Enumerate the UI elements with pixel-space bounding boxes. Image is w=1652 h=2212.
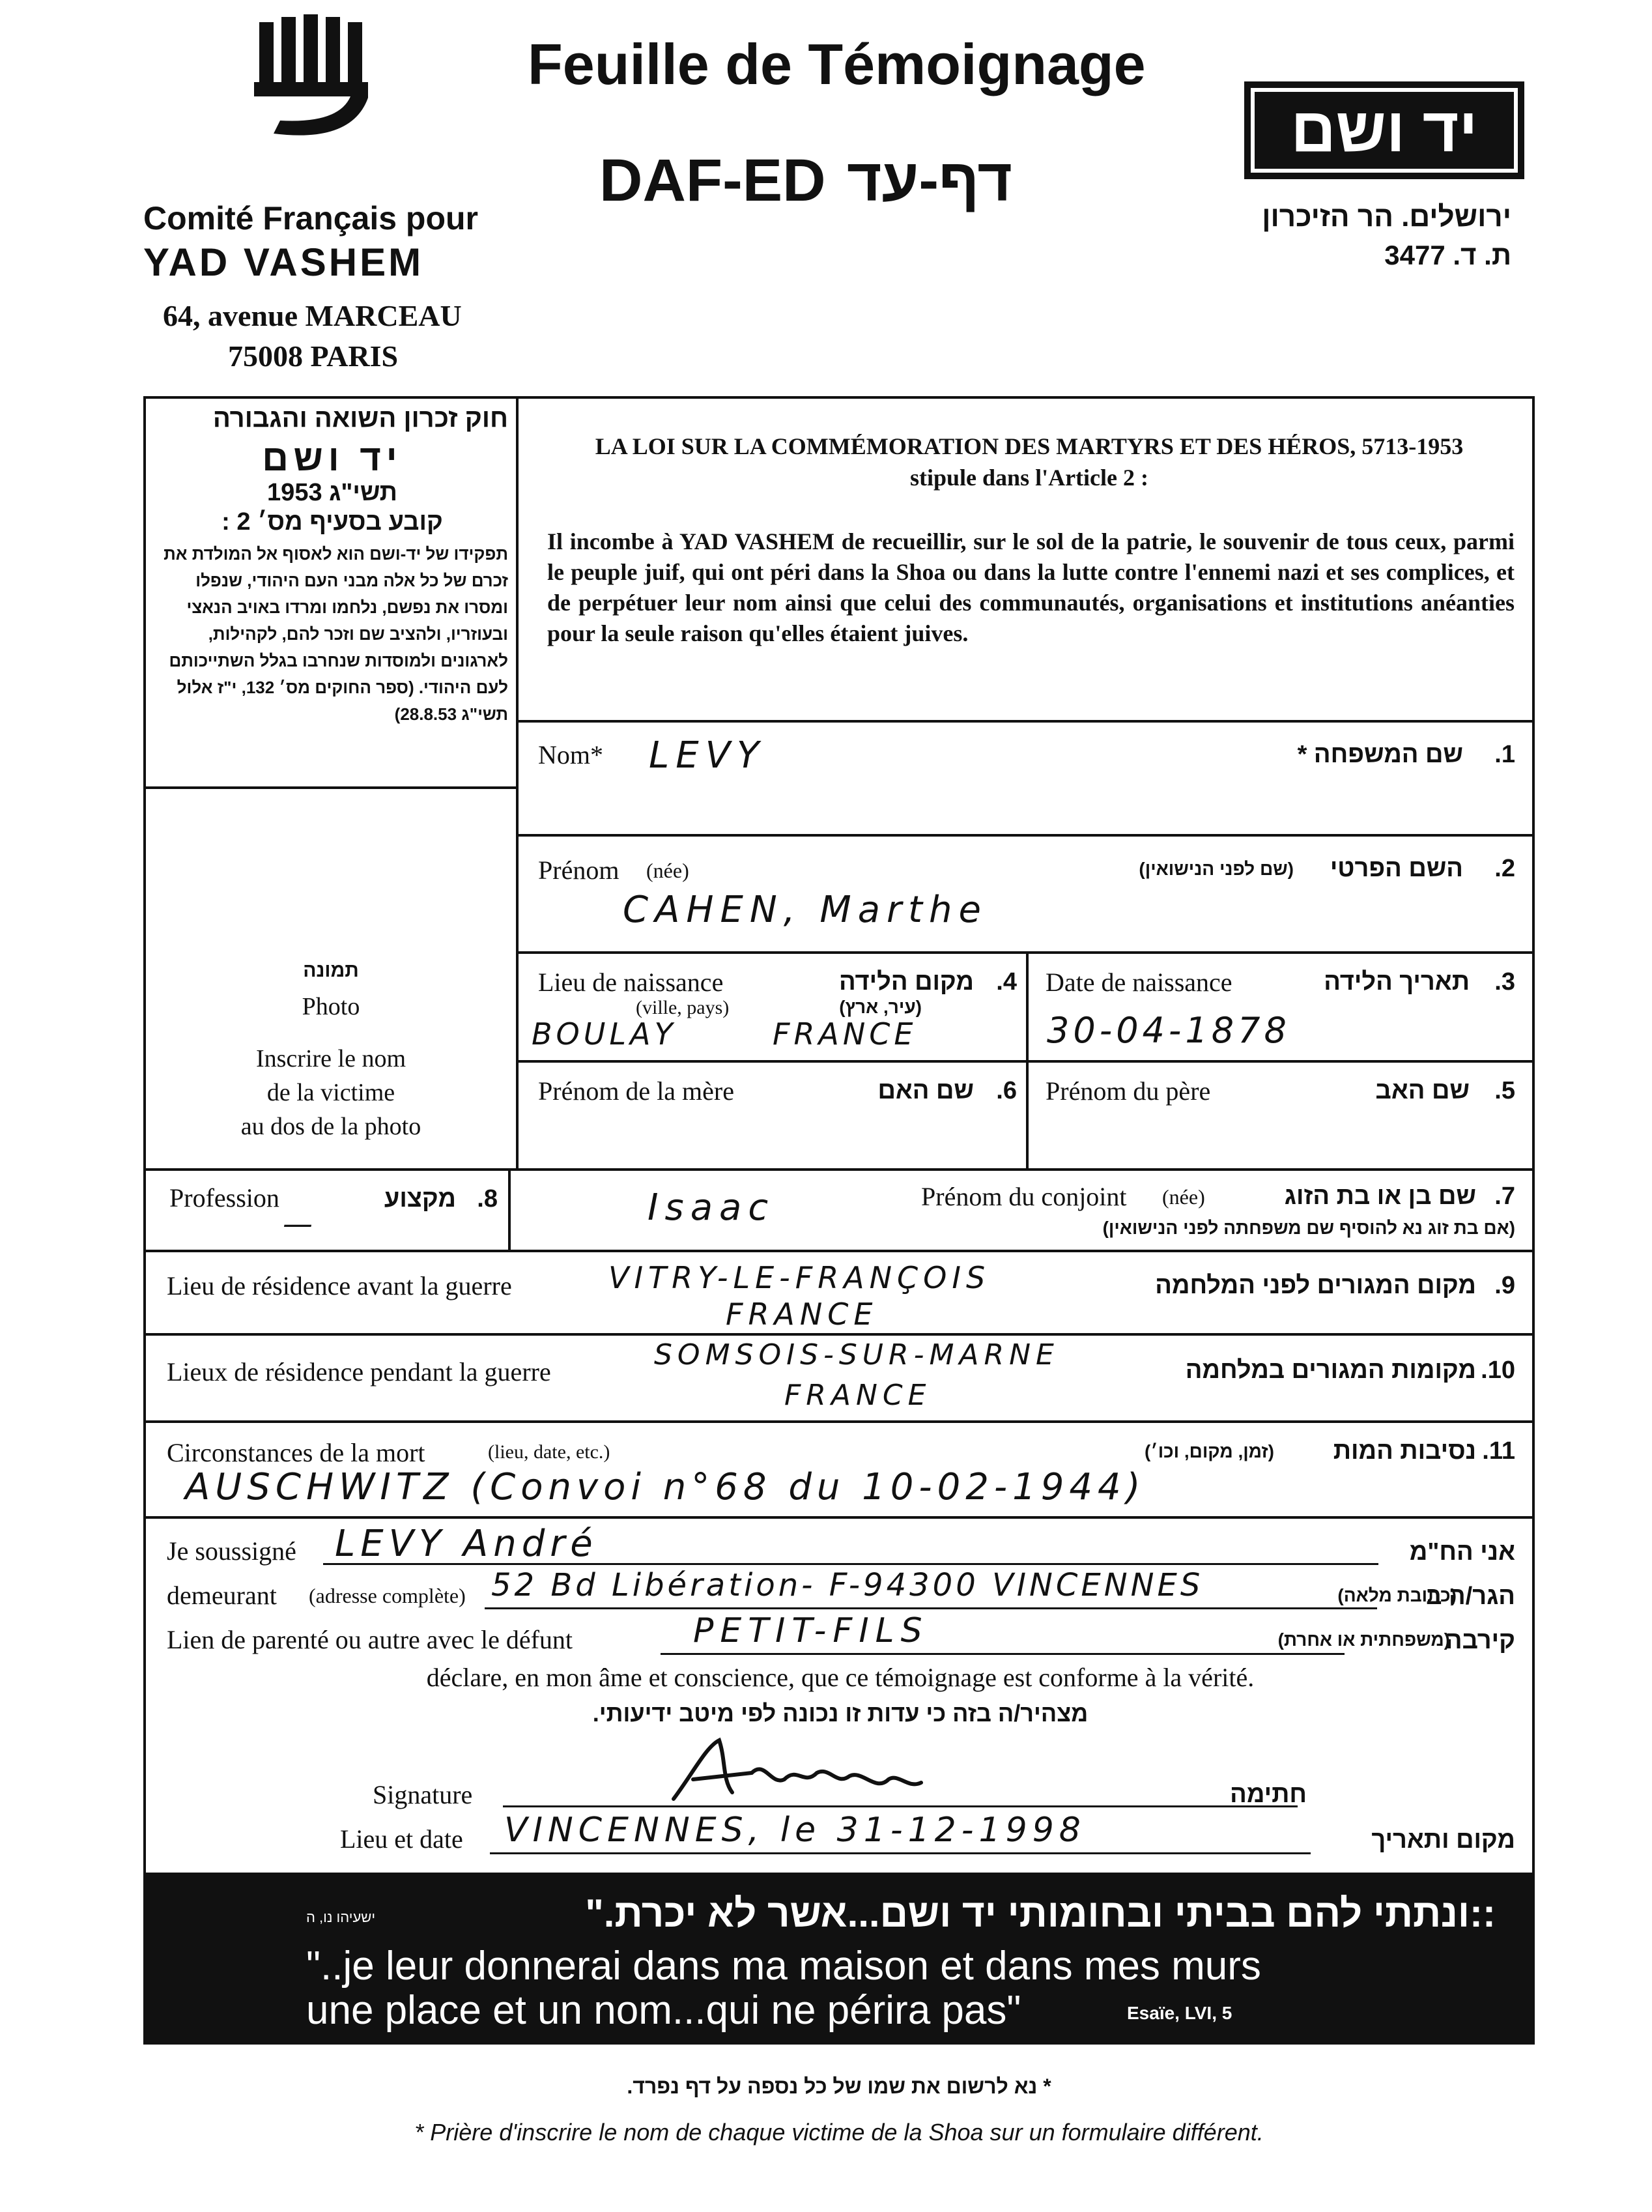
circonstances-label-small: (lieu, date, etc.): [488, 1441, 610, 1463]
law-fr-title: LA LOI SUR LA COMMÉMORATION DES MARTYRS ET DES HÉROS, 5713-1953: [595, 433, 1464, 459]
prenom-pere-heb: שם האב: [1375, 1077, 1470, 1104]
circonstances-value: AUSCHWITZ (Convoi n°68 du 10-02-1944): [185, 1466, 1146, 1508]
lieu-date-value[interactable]: VINCENNES, le 31-12-1998: [504, 1811, 1086, 1850]
field-profession[interactable]: [146, 1171, 508, 1250]
prenom-mere-num: .6: [996, 1077, 1017, 1104]
lien-value[interactable]: PETIT-FILS: [693, 1611, 929, 1650]
lieu-naissance-label: Lieu de naissance: [538, 968, 724, 997]
soussigne-label: Je soussigné: [167, 1536, 296, 1566]
field-residence-avant[interactable]: [146, 1252, 1535, 1333]
lieu-naissance-heb-sub: (עיר, ארץ): [839, 997, 922, 1017]
lien-heb-small: (משפחתית או אחרת): [1277, 1630, 1450, 1650]
profession-heb: מקצוע: [384, 1185, 456, 1213]
prenom-mere-heb: שם האם: [877, 1077, 974, 1104]
law-heb-title: חוק זכרון השואה והגבורה: [212, 404, 508, 433]
photo-instr1: Inscrire le nom: [255, 1045, 406, 1072]
banner-heb-quote: ::ונתתי להם בביתי ובחומותי יד ושם...אשר לא יכרת.": [585, 1891, 1496, 1935]
field-nom[interactable]: [519, 723, 1535, 834]
residence-pendant-label: Lieux de résidence pendant la guerre: [167, 1357, 551, 1386]
signature-heb: חתימה: [1230, 1781, 1307, 1808]
conjoint-heb: שם בן או בת הזוג: [1284, 1183, 1476, 1210]
footer-fr-note: * Prière d'inscrire le nom de chaque victime de la Shoa sur un formulaire différent.: [414, 2119, 1264, 2146]
handwritten-signature: [654, 1734, 928, 1812]
banner-fr-line2: une place et un nom...qui ne périra pas": [306, 1988, 1021, 2033]
date-naissance-heb: תאריך הלידה: [1324, 968, 1470, 996]
prenom-pere-label: Prénom du père: [1046, 1076, 1211, 1106]
lien-heb: קירבה: [1445, 1627, 1515, 1654]
nom-heb: שם המשפחה *: [1297, 741, 1463, 768]
residence-avant-value1: VITRY-LE-FRANÇOIS: [608, 1260, 991, 1295]
prenom-heb: השם הפרטי: [1330, 855, 1463, 882]
lieu-naissance-heb: מקום הלידה: [839, 968, 974, 996]
residence-pendant-value2: FRANCE: [784, 1379, 932, 1412]
lien-label: Lien de parenté ou autre avec le défunt: [167, 1625, 573, 1654]
lieu-naissance-num: .4: [996, 968, 1017, 996]
field-circonstances[interactable]: [146, 1423, 1535, 1516]
address-line1: 64, avenue MARCEAU: [163, 299, 462, 332]
photo-instr2: de la victime: [266, 1079, 395, 1106]
yad-vashem-menorah-logo: [248, 13, 378, 143]
signature-label: Signature: [373, 1780, 473, 1809]
banner-fr-ref: Esaïe, LVI, 5: [1127, 2003, 1232, 2023]
banner-heb-ref: ישעיהו נו, ה: [306, 1909, 376, 1925]
lieu-naissance-city: BOULAY: [532, 1016, 677, 1052]
conjoint-num: .7: [1494, 1183, 1515, 1210]
footer-heb-note: * נא לרשום את שמו של כל נספה על דף נפרד.: [627, 2075, 1051, 2098]
residence-pendant-heb: מקומות המגורים במלחמה: [1185, 1357, 1476, 1384]
circonstances-heb: נסיבות המות: [1333, 1437, 1476, 1465]
photo-instr3: au dos de la photo: [240, 1113, 421, 1140]
quote-banner: [143, 1875, 1535, 2045]
field-prenom-pere[interactable]: [1029, 1063, 1535, 1168]
conjoint-label-small: (née): [1162, 1185, 1205, 1209]
photo-heb: תמונה: [303, 960, 359, 981]
declare-fr: déclare, en mon âme et conscience, que ce témoignage est conforme à la vérité.: [426, 1663, 1255, 1692]
residence-avant-label: Lieu de résidence avant la guerre: [167, 1271, 512, 1300]
conjoint-label: Prénom du conjoint: [921, 1182, 1127, 1211]
residence-pendant-num: .10: [1481, 1357, 1515, 1384]
org-line2: YAD VASHEM: [143, 240, 424, 284]
hebrew-address: ירושלים. הר הזיכרון: [1262, 201, 1511, 233]
prenom-label: Prénom: [538, 855, 620, 885]
residence-avant-num: .9: [1494, 1272, 1515, 1299]
prenom-heb-small: (שם לפני הנישואין): [1139, 859, 1294, 879]
soussigne-heb: אני הח"מ: [1409, 1538, 1515, 1566]
prenom-label-small: (née): [646, 859, 689, 882]
profession-num: .8: [477, 1185, 498, 1213]
law-fr-subtitle: stipule dans l'Article 2 :: [910, 465, 1148, 491]
subtitle-hebrew: דף-עד: [847, 147, 1012, 214]
photo-label: Photo: [302, 993, 360, 1020]
subtitle-latin: DAF-ED: [599, 147, 826, 214]
prenom-mere-label: Prénom de la mère: [538, 1076, 734, 1106]
circonstances-label: Circonstances de la mort: [167, 1438, 425, 1467]
law-heb-year: תשי"ג 1953: [267, 479, 397, 506]
yad-vashem-hebrew-logo: [1244, 81, 1524, 179]
residence-pendant-value1: SOMSOIS-SUR-MARNE: [654, 1338, 1059, 1372]
date-naissance-num: .3: [1494, 968, 1515, 996]
field-prenom-mere[interactable]: [519, 1063, 1026, 1168]
hebrew-po-box: ת. ד. 3477: [1384, 240, 1511, 270]
prenom-value: CAHEN, Marthe: [623, 889, 988, 931]
lieu-date-heb: מקום ותאריך: [1371, 1826, 1515, 1854]
address-line2: 75008 PARIS: [228, 339, 399, 373]
law-heb-name: יד ושם: [262, 437, 403, 478]
circonstances-heb-small: (זמן, מקום, וכו׳): [1145, 1441, 1274, 1461]
conjoint-value: Isaac: [648, 1186, 775, 1229]
nom-value: LEVY: [649, 734, 766, 777]
prenom-num: .2: [1494, 855, 1515, 882]
nom-label: Nom*: [538, 740, 603, 769]
demeurant-heb-small: (כתובת מלאה): [1337, 1585, 1457, 1605]
field-lieu-naissance[interactable]: [519, 954, 1026, 1060]
demeurant-label: demeurant: [167, 1581, 277, 1610]
lieu-naissance-country: FRANCE: [773, 1016, 917, 1052]
nom-num: .1: [1494, 741, 1515, 768]
profession-value: —: [283, 1206, 319, 1241]
org-line1: Comité Français pour: [143, 200, 478, 237]
field-date-naissance[interactable]: [1029, 954, 1535, 1060]
conjoint-heb-sub: (אם בת זוג נא להוסיף שם משפחתה לפני הנישואין): [1102, 1218, 1515, 1238]
law-fr-text: Il incombe à YAD VASHEM de recueillir, sur le sol de la patrie, le souvenir de tous ceux, parmi le peuple juif, qui ont péri dans la Shoa ou dans la lutte contre l'ennemi nazi et ses complices, et de perpétuer leur nom ainsi que celui des communautés, organisations et institutions anéanties pour la seule raison qu'elles étaient juives.: [547, 528, 1515, 646]
lieu-date-label: Lieu et date: [340, 1824, 463, 1854]
prenom-pere-num: .5: [1494, 1077, 1515, 1104]
demeurant-heb: הגר/ה ב: [1426, 1583, 1515, 1610]
date-naissance-value: 30-04-1878: [1047, 1010, 1290, 1051]
field-conjoint[interactable]: [511, 1171, 1535, 1250]
demeurant-value[interactable]: 52 Bd Libération- F-94300 VINCENNES: [491, 1567, 1204, 1603]
main-title: Feuille de Témoignage: [528, 32, 1146, 96]
demeurant-small: (adresse complète): [309, 1584, 466, 1607]
date-naissance-label: Date de naissance: [1046, 968, 1232, 997]
law-heb-text: תפקידו של יד-ושם הוא לאסוף אל המולדת את זכרם של כל אלה מבני העם היהודי, שנפלו ומסרו את נפשם, נלחמו ומרדו באויב הנאצי ובעוזריו, ולהציב שם וזכר להם, לקהילות, לארגונים ולמוסדות שנחרבו בגלל השתייכותם לעם היהודי. (ספר החוקים מס׳ 132, י"ז אלול תשי"ג 28.8.53): [164, 544, 508, 724]
law-heb-clause: קובע בסעיף מס׳ 2 :: [221, 508, 443, 536]
residence-avant-value2: FRANCE: [726, 1297, 878, 1332]
declare-heb: מצהיר/ה בזה כי עדות זו נכונה לפי מיטב ידיעותי.: [592, 1700, 1089, 1727]
profession-label: Profession: [169, 1183, 279, 1213]
soussigne-value[interactable]: LEVY André: [335, 1523, 598, 1565]
circonstances-num: .11: [1482, 1437, 1515, 1465]
field-residence-pendant[interactable]: [146, 1336, 1535, 1420]
residence-avant-heb: מקום המגורים לפני המלחמה: [1155, 1272, 1476, 1299]
declaration-section: [146, 1519, 1535, 1875]
lieu-naissance-sub: (ville, pays): [636, 997, 730, 1018]
field-prenom[interactable]: [519, 837, 1535, 951]
banner-fr-line1: "..je leur donnerai dans ma maison et dans mes murs: [306, 1944, 1261, 1989]
logo-hebrew-text: יד ושם: [1290, 95, 1478, 165]
photo-area[interactable]: [146, 789, 516, 1168]
